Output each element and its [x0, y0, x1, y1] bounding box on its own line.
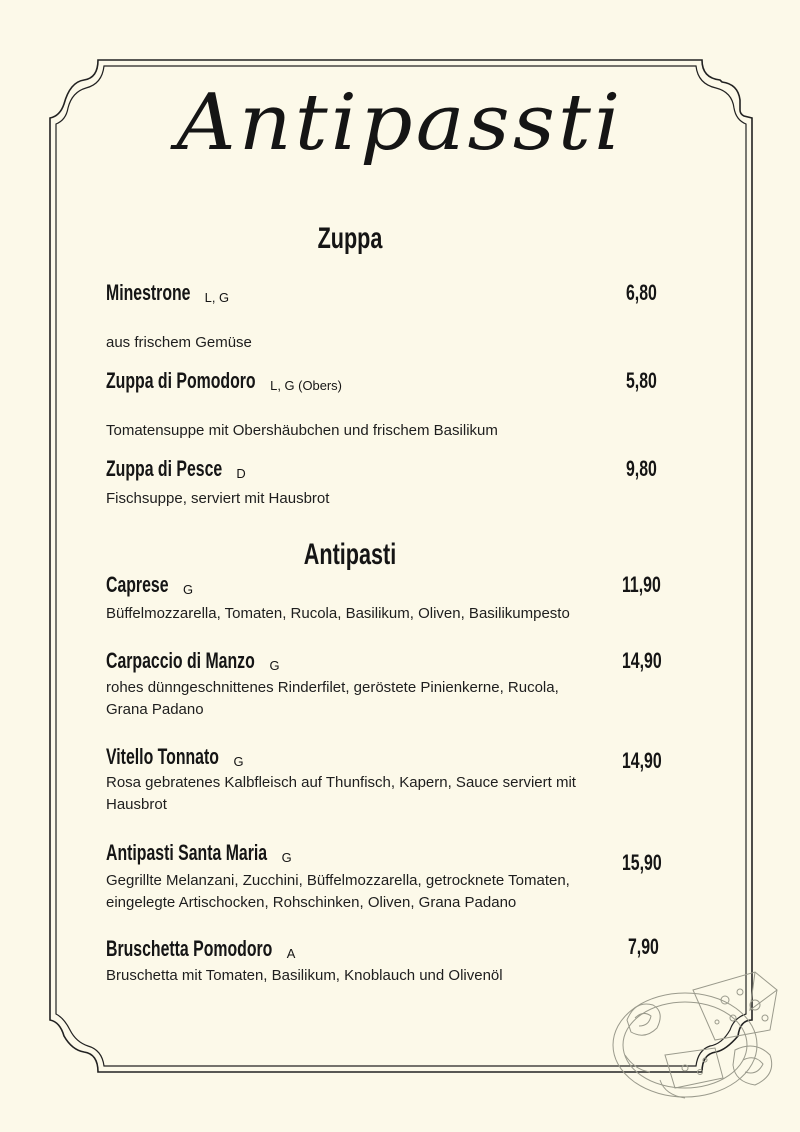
allergen-codes: G	[233, 754, 244, 769]
menu-item-name: Vitello Tonnato G	[106, 744, 244, 769]
menu-item-price: 5,80	[626, 368, 657, 393]
section-heading-antipasti: Antipasti	[303, 538, 397, 571]
menu-item-description: rohes dünngeschnittenes Rinderfilet, geröstete Pinienkerne, Rucola, Grana Padano	[106, 679, 559, 718]
allergen-codes: D	[236, 466, 246, 481]
menu-item-price: 6,80	[626, 280, 657, 305]
menu-item-description: aus frischem Gemüse	[106, 334, 252, 351]
menu-item-price: 9,80	[626, 456, 657, 481]
allergen-codes: L, G (Obers)	[269, 378, 342, 393]
allergen-codes: G	[281, 850, 292, 865]
menu-item-description: Fischsuppe, serviert mit Hausbrot	[106, 490, 330, 507]
allergen-codes: A	[286, 946, 296, 961]
menu-item-name: Zuppa di Pomodoro L, G (Obers)	[106, 368, 342, 393]
menu-item-price: 15,90	[622, 850, 662, 875]
menu-item-description: Bruschetta mit Tomaten, Basilikum, Knoblauch und Olivenöl	[106, 967, 503, 984]
menu-item-description: Rosa gebratenes Kalbfleisch auf Thunfisch, Kapern, Sauce serviert mit Hausbrot	[106, 774, 576, 813]
menu-item-price: 11,90	[622, 572, 661, 597]
menu-item-description: Tomatensuppe mit Obershäubchen und frischem Basilikum	[106, 422, 498, 439]
menu-item-name: Carpaccio di Manzo G	[106, 648, 280, 673]
menu-item-name: Zuppa di Pesce D	[106, 456, 246, 481]
allergen-codes: L, G	[204, 290, 230, 305]
allergen-codes: G	[182, 582, 193, 597]
antipasti-plate-sketch-icon	[605, 960, 795, 1110]
menu-item-description: Büffelmozzarella, Tomaten, Rucola, Basilikum, Oliven, Basilikumpesto	[106, 605, 570, 622]
menu-item-description: Gegrillte Melanzani, Zucchini, Büffelmozzarella, getrocknete Tomaten, eingelegte Artischocken, Rohschinken, Oliven, Grana Padano	[106, 872, 570, 911]
section-heading-zuppa: Zuppa	[317, 222, 383, 255]
menu-item-name: Minestrone L, G	[106, 280, 230, 305]
menu-item-name: Caprese G	[106, 572, 193, 597]
menu-item-price: 14,90	[622, 748, 662, 773]
menu-item-price: 7,90	[628, 934, 659, 959]
menu-item-price: 14,90	[622, 648, 662, 673]
menu-title: Antipassti	[176, 78, 624, 168]
menu-item-name: Bruschetta Pomodoro A	[106, 936, 296, 961]
menu-item-name: Antipasti Santa Maria G	[106, 840, 292, 865]
allergen-codes: G	[269, 658, 280, 673]
